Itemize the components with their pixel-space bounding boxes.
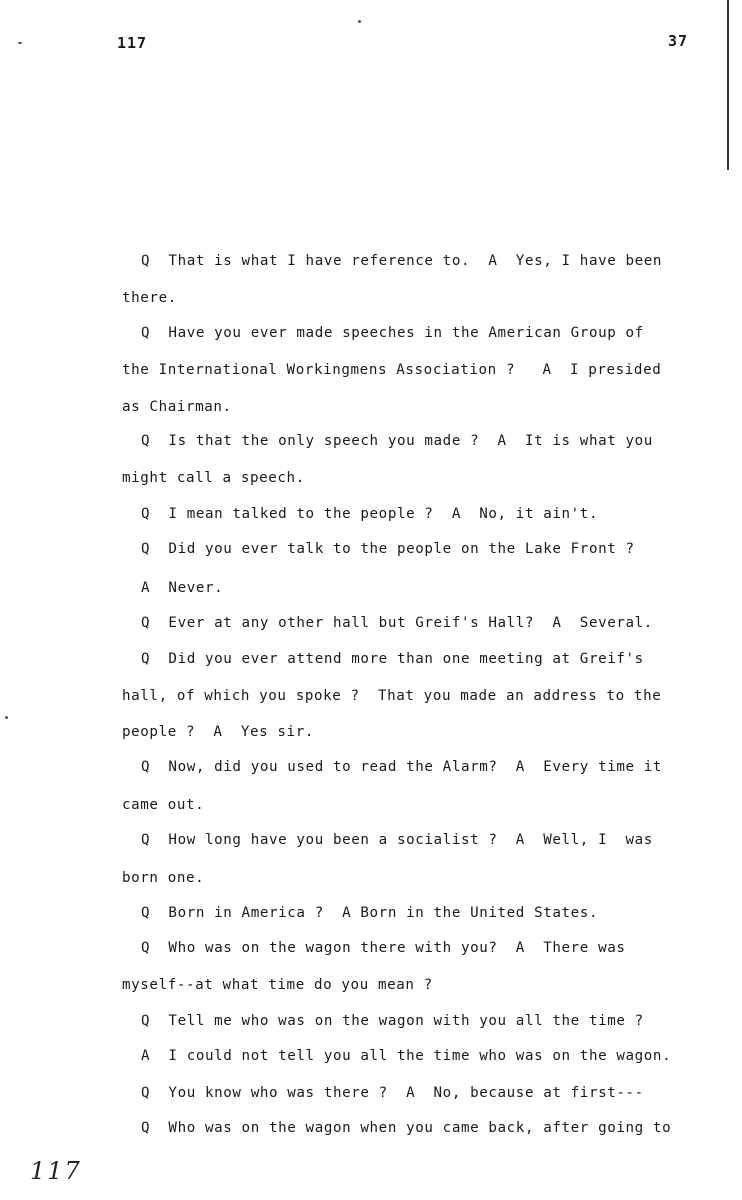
transcript-line: Q Who was on the wagon there with you? A There was bbox=[141, 940, 626, 956]
transcript-line: Q How long have you been a socialist ? A Well, I was bbox=[141, 832, 653, 848]
transcript-line: Q Tell me who was on the wagon with you all the time ? bbox=[141, 1013, 644, 1029]
speck bbox=[18, 42, 22, 44]
transcript-line: Q I mean talked to the people ? A No, it ain't. bbox=[141, 506, 599, 522]
transcript-line: Q Have you ever made speeches in the American Group of bbox=[141, 325, 644, 341]
page-edge-line bbox=[727, 0, 729, 170]
handwritten-page-number: 117 bbox=[30, 1157, 82, 1185]
transcript-line: might call a speech. bbox=[122, 470, 305, 486]
transcript-line: there. bbox=[122, 290, 177, 306]
transcript-line: A I could not tell you all the time who was on the wagon. bbox=[141, 1048, 672, 1064]
page-number-left: 117 bbox=[117, 34, 148, 52]
transcript-line: people ? A Yes sir. bbox=[122, 724, 314, 740]
page-number-right: 37 bbox=[668, 32, 689, 50]
transcript-line: Q That is what I have reference to. A Yes, I have been bbox=[141, 253, 663, 269]
speck bbox=[358, 20, 361, 23]
transcript-line: Q Is that the only speech you made ? A It is what you bbox=[141, 433, 653, 449]
transcript-line: hall, of which you spoke ? That you made an address to the bbox=[122, 688, 662, 704]
speck bbox=[5, 716, 8, 719]
transcript-line: came out. bbox=[122, 797, 205, 813]
transcript-line: Q Who was on the wagon when you came back, after going to bbox=[141, 1120, 672, 1136]
transcript-line: Q Did you ever talk to the people on the Lake Front ? bbox=[141, 541, 635, 557]
transcript-line: the International Workingmens Association ? A I presided bbox=[122, 362, 662, 378]
transcript-line: as Chairman. bbox=[122, 399, 232, 415]
transcript-line: A Never. bbox=[141, 580, 224, 596]
transcript-line: Q You know who was there ? A No, because at first--- bbox=[141, 1085, 644, 1101]
transcript-line: Q Did you ever attend more than one meeting at Greif's bbox=[141, 651, 644, 667]
transcript-line: born one. bbox=[122, 870, 205, 886]
transcript-line: Q Now, did you used to read the Alarm? A Every time it bbox=[141, 759, 663, 775]
transcript-line: myself--at what time do you mean ? bbox=[122, 977, 433, 993]
transcript-line: Q Ever at any other hall but Greif's Hall? A Several. bbox=[141, 615, 653, 631]
transcript-line: Q Born in America ? A Born in the United States. bbox=[141, 905, 599, 921]
